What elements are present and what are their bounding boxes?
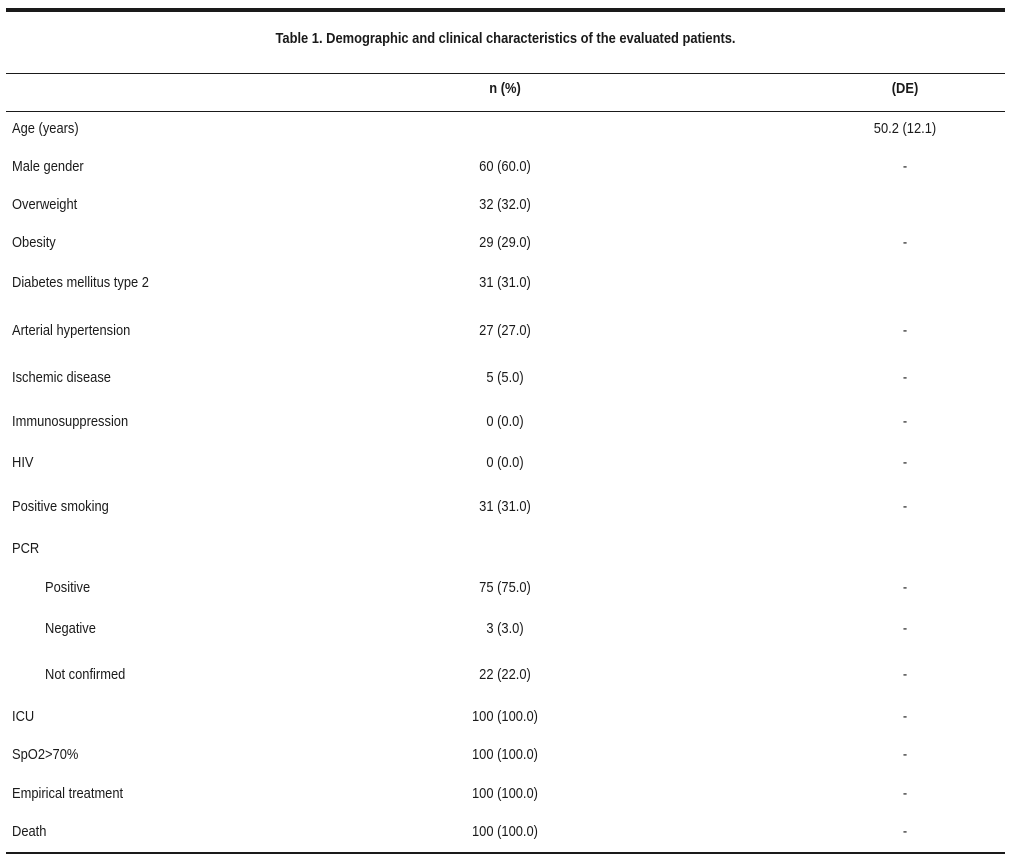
row-de-value: - bbox=[902, 234, 908, 251]
row-n-value: 5 (5.0) bbox=[486, 369, 524, 386]
row-n-value: 100 (100.0) bbox=[471, 746, 538, 763]
row-de-value: - bbox=[902, 579, 908, 596]
table-row bbox=[0, 366, 1013, 390]
row-n-value: 31 (31.0) bbox=[479, 274, 531, 291]
row-label: Overweight bbox=[12, 196, 78, 213]
table-row bbox=[0, 495, 1013, 519]
row-n-value: 100 (100.0) bbox=[471, 823, 538, 840]
row-de-value: - bbox=[902, 454, 908, 471]
row-label: Obesity bbox=[12, 234, 56, 251]
row-label: Male gender bbox=[12, 158, 84, 175]
row-label: Arterial hypertension bbox=[12, 322, 131, 339]
row-de-value: - bbox=[902, 823, 908, 840]
row-n-value: 29 (29.0) bbox=[479, 234, 531, 251]
row-label: Negative bbox=[45, 620, 96, 637]
row-label: ICU bbox=[12, 708, 35, 725]
row-n-value: 31 (31.0) bbox=[479, 498, 531, 515]
row-label: PCR bbox=[12, 540, 40, 557]
table-caption: Table 1. Demographic and clinical characteristics of the evaluated patients. bbox=[275, 30, 736, 47]
row-de-value: - bbox=[902, 708, 908, 725]
row-de-value: - bbox=[902, 666, 908, 683]
row-n-value: 0 (0.0) bbox=[486, 413, 524, 430]
row-n-value: 100 (100.0) bbox=[471, 708, 538, 725]
row-label: SpO2>70% bbox=[12, 746, 79, 763]
row-n-value: 60 (60.0) bbox=[479, 158, 531, 175]
table-row bbox=[0, 410, 1013, 434]
table-row bbox=[0, 782, 1013, 806]
row-de-value: - bbox=[902, 369, 908, 386]
row-n-value: 100 (100.0) bbox=[471, 785, 538, 802]
table-row bbox=[0, 576, 1013, 600]
row-n-value: 75 (75.0) bbox=[479, 579, 531, 596]
row-de-value: - bbox=[902, 413, 908, 430]
table-row bbox=[0, 319, 1013, 343]
table-bottom-rule bbox=[6, 852, 1005, 854]
row-label: Ischemic disease bbox=[12, 369, 111, 386]
table-row bbox=[0, 820, 1013, 844]
row-de-value: - bbox=[902, 158, 908, 175]
table-row bbox=[0, 617, 1013, 641]
column-header-n: n (%) bbox=[489, 80, 521, 97]
table-top-rule bbox=[6, 8, 1005, 12]
table-row bbox=[0, 663, 1013, 687]
row-label: Empirical treatment bbox=[12, 785, 124, 802]
row-label: Immunosuppression bbox=[12, 413, 129, 430]
row-label: Diabetes mellitus type 2 bbox=[12, 274, 149, 291]
row-label: Positive smoking bbox=[12, 498, 109, 515]
row-de-value: - bbox=[902, 746, 908, 763]
row-n-value: 32 (32.0) bbox=[479, 196, 531, 213]
row-label: Death bbox=[12, 823, 47, 840]
table-row bbox=[0, 537, 1013, 561]
table-row bbox=[0, 743, 1013, 767]
row-de-value: - bbox=[902, 620, 908, 637]
table-row bbox=[0, 451, 1013, 475]
header-top-rule bbox=[6, 73, 1005, 74]
table-row bbox=[0, 231, 1013, 255]
row-label: HIV bbox=[12, 454, 34, 471]
row-de-value: - bbox=[902, 785, 908, 802]
table-row bbox=[0, 193, 1013, 217]
table-row bbox=[0, 117, 1013, 141]
row-label: Not confirmed bbox=[45, 666, 126, 683]
row-de-value: 50.2 (12.1) bbox=[873, 120, 937, 137]
row-label: Age (years) bbox=[12, 120, 79, 137]
table-row bbox=[0, 155, 1013, 179]
table-row bbox=[0, 705, 1013, 729]
column-header-de: (DE) bbox=[891, 80, 919, 97]
table-row bbox=[0, 271, 1013, 295]
row-de-value: - bbox=[902, 498, 908, 515]
row-label: Positive bbox=[45, 579, 91, 596]
row-n-value: 27 (27.0) bbox=[479, 322, 531, 339]
header-bottom-rule bbox=[6, 111, 1005, 112]
row-n-value: 3 (3.0) bbox=[486, 620, 524, 637]
row-n-value: 0 (0.0) bbox=[486, 454, 524, 471]
row-n-value: 22 (22.0) bbox=[479, 666, 531, 683]
row-de-value: - bbox=[902, 322, 908, 339]
